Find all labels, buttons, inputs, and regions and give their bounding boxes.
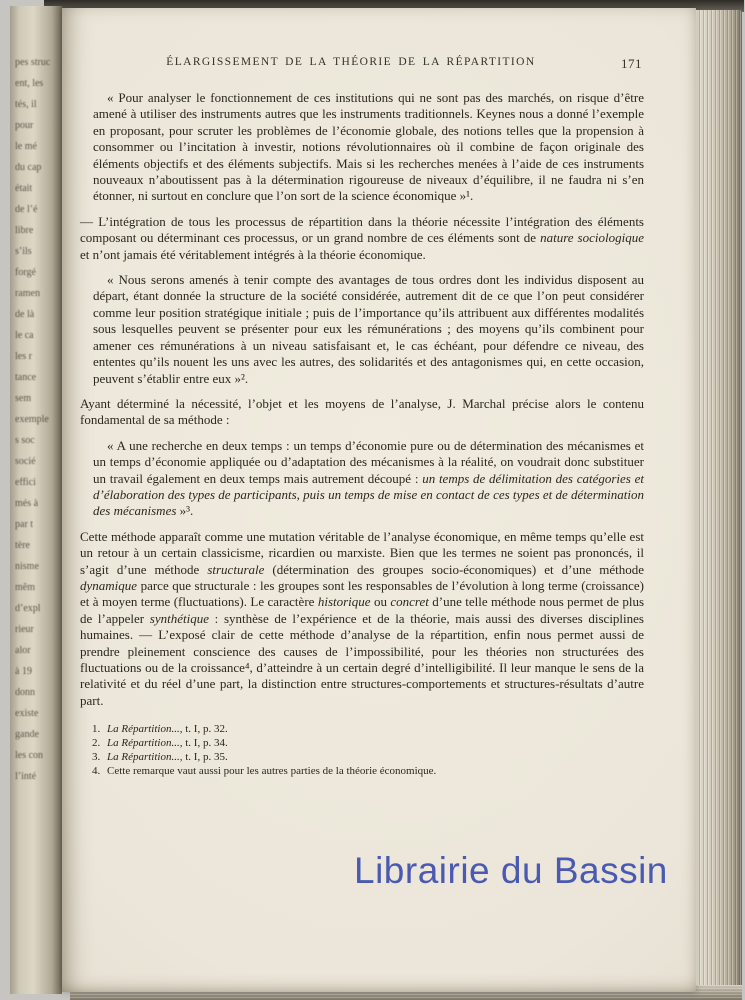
- page-number: 171: [621, 56, 642, 71]
- text-run: Cette remarque vaut aussi pour les autres parties de la théorie économique.: [107, 765, 437, 778]
- edge-text-fragment: ent, les: [15, 78, 44, 89]
- italic-text: historique: [317, 594, 371, 610]
- edge-text-fragment: de l’é: [15, 204, 38, 215]
- italic-text: La Répartition...,: [107, 751, 183, 764]
- quoted-paragraph: [93, 438, 644, 520]
- quoted-paragraph: [93, 272, 644, 387]
- paragraph: [80, 529, 644, 709]
- edge-text-fragment: forgé: [15, 267, 36, 278]
- edge-text-fragment: le ca: [15, 330, 34, 341]
- edge-text-fragment: tère: [15, 540, 30, 551]
- book-page: [62, 8, 696, 992]
- text-run: t. I, p. 34.: [182, 737, 228, 750]
- text-run: »³.: [176, 503, 194, 519]
- right-page-edges: [696, 10, 742, 992]
- edge-text-fragment: à 19: [15, 666, 32, 677]
- italic-text: structurale: [207, 561, 265, 577]
- edge-text-fragment: d’expl: [15, 603, 41, 614]
- text-run: parce que structurale : les groupes sont les responsables de l’évolution à long terme (croissance) et à moyen terme (fluctuations). Le caractère: [80, 577, 644, 610]
- edge-text-fragment: du cap: [15, 162, 42, 173]
- text-run: t. I, p. 32.: [182, 723, 228, 736]
- footnote: [92, 722, 644, 736]
- italic-text: La Répartition...,: [107, 737, 183, 750]
- page-header: [80, 56, 644, 74]
- edge-text-fragment: mêm: [15, 582, 35, 593]
- edge-text-fragment: tés, il: [15, 99, 37, 110]
- italic-text: synthétique: [149, 610, 210, 626]
- footnote-number: 4.: [92, 765, 101, 778]
- italic-text: un temps de délimitation des catégories et d’élaboration des types de participants, puis un temps de mise en contact de ces types et de détermination des mécanismes: [93, 470, 644, 519]
- text-run: t. I, p. 35.: [182, 751, 228, 764]
- edge-text-fragment: existe: [15, 708, 39, 719]
- edge-text-fragment: libre: [15, 225, 34, 236]
- italic-text: La Répartition...,: [107, 723, 183, 736]
- edge-text-fragment: par t: [15, 519, 34, 530]
- text-run: « A une recherche en deux temps : un temps d’économie pure ou de détermination des mécanismes et un temps d’économie appliquée ou d’adaptation des mécanismes à la réalité, on voudrait donc substituer un travail également en deux temps mais autrement découpé :: [93, 437, 644, 486]
- edge-text-fragment: ramen: [15, 288, 40, 299]
- text-run: et n’ont jamais été véritablement intégrés à la théorie économique.: [80, 246, 426, 262]
- body-text: [80, 90, 644, 709]
- edge-text-fragment: exemple: [15, 414, 49, 425]
- paragraph: [80, 214, 644, 263]
- edge-text-fragment: le mé: [15, 141, 37, 152]
- footnotes: [80, 722, 644, 778]
- text-run: (détermination des groupes socio-économiques) et d’une méthode: [264, 561, 645, 577]
- text-run: — L’intégration de tous les processus de répartition dans la théorie nécessite l’intégration des éléments composant ou déterminant ces processus, or un grand nombre de ces éléments sont de: [80, 213, 644, 246]
- text-run: d’une telle méthode nous permet de plus de l’appeler: [80, 594, 645, 626]
- italic-text: nature sociologique: [540, 230, 644, 246]
- edge-text-fragment: les r: [15, 351, 32, 362]
- text-run: Cette méthode apparaît comme une mutation véritable de l’analyse économique, en même temps qu’elle est un retour à un certain classicisme, ricardien ou marxiste. Bien que les termes ne soient pas prononcés, il s’agit d’une méthode: [80, 528, 644, 577]
- edge-text-fragment: s’ils: [15, 246, 32, 257]
- edge-text-fragment: s soc: [15, 435, 35, 446]
- edge-text-fragment: sem: [15, 393, 32, 404]
- italic-text: concret: [390, 594, 429, 610]
- bookseller-watermark: Librairie du Bassin: [354, 850, 668, 891]
- footnote-number: 1.: [92, 723, 101, 736]
- edge-text-fragment: effici: [15, 477, 36, 488]
- facing-page-text-fragments: [15, 52, 53, 954]
- edge-text-fragment: rieur: [15, 624, 34, 635]
- edge-text-fragment: nisme: [15, 561, 39, 572]
- facing-page-edge: [10, 6, 62, 994]
- text-run: Ayant déterminé la nécessité, l’objet et les moyens de l’analyse, J. Marchal précise alors le contenu fondamental de sa méthode :: [80, 395, 644, 428]
- edge-text-fragment: était: [15, 183, 33, 194]
- edge-text-fragment: socié: [15, 456, 36, 467]
- paragraph: [80, 396, 644, 429]
- text-run: « Pour analyser le fonctionnement de ces institutions qui ne sont pas des marchés, on risque d’être amené à utiliser des instruments autres que les instruments traditionnels. Keynes nous a donné l’exemple en proposant, pour scruter les problèmes de l’économie globale, des notions telles que la propension à consommer ou l’incitation à investir, notions révolutionnaires où il combine de façon originale des éléments objectifs et des éléments subjectifs. Mais si les recherches menées à l’aide de ces instruments nouveaux n’aboutissent pas à la détermination rigoureuse de niveaux d’équilibre, il ne faudra ni s’en étonner, ni surtout en conclure que l’on sort de la science économique »¹.: [93, 90, 644, 204]
- edge-text-fragment: més à: [15, 498, 39, 509]
- edge-text-fragment: gande: [15, 729, 39, 740]
- footnote: [92, 736, 644, 750]
- edge-text-fragment: donn: [15, 687, 35, 698]
- italic-text: dynamique: [80, 577, 138, 593]
- text-run: « Nous serons amenés à tenir compte des avantages de tous ordres dont les individus disposent au départ, étant donnée la structure de la société considérée, autrement dit de ce que l’on peut considérer comme leur position stratégique initiale ; puis de l’importance qu’ils attribuent aux différentes modalités sous lesquelles peuvent se présenter pour eux les rémunérations ; des moyens qu’ils combinent pour amener ces rémunérations à un niveau satisfaisant et, le cas échéant, pour défendre ce niveau, des ententes qu’ils nouent les uns avec les autres, des solidarités et des antagonismes qui, en cette occasion, peuvent s’établir entre eux »².: [93, 272, 644, 386]
- footnote: [92, 750, 644, 764]
- footnote: [92, 764, 644, 778]
- text-run: : synthèse de l’expérience et de la théorie, mais aussi des diverses disciplines humaines. — L’exposé clair de cette méthode d’analyse de la répartition, enfin nous permet aussi de prendre pleinement conscience des causes de l’impossibilité, pour les théories non structurées des fluctuations ou de la croissance⁴, d’atteindre à un certain degré d’intelligibilité. Il leur manque le sens de la relativité et du réel d’une part, la distinction entre structures-comportements et structures-résultats d’autre part.: [80, 610, 644, 708]
- edge-text-fragment: pour: [15, 120, 34, 131]
- text-run: ou: [370, 594, 391, 610]
- quoted-paragraph: [93, 90, 644, 205]
- edge-text-fragment: tance: [15, 372, 37, 383]
- edge-text-fragment: alor: [15, 645, 31, 656]
- edge-text-fragment: les con: [15, 750, 44, 761]
- edge-text-fragment: pes struc: [15, 57, 51, 68]
- edge-text-fragment: de là: [15, 309, 35, 320]
- running-head: ÉLARGISSEMENT DE LA THÉORIE DE LA RÉPARTITION: [166, 56, 536, 68]
- footnote-number: 3.: [92, 751, 101, 764]
- edge-text-fragment: l’inté: [15, 771, 37, 782]
- footnote-number: 2.: [92, 737, 101, 750]
